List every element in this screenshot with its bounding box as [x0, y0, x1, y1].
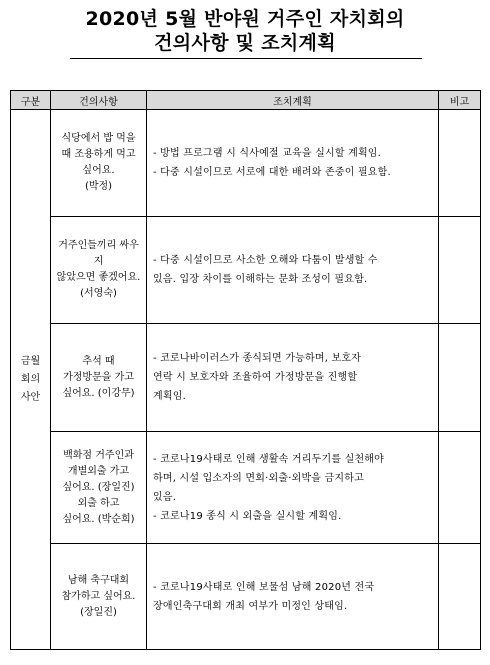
- title-underline: [70, 58, 422, 59]
- action-line: - 코로나19사태로 인해 보물섬 남해 2020년 전국: [153, 581, 375, 593]
- suggestion-line: 싶어요.: [82, 165, 115, 176]
- category-line: 사안: [20, 391, 41, 403]
- action-plan-cell: [147, 324, 439, 432]
- suggestion-line: 참가하고 싶어요.: [61, 590, 136, 602]
- table-row: [11, 324, 481, 432]
- suggestion-cell: [51, 324, 147, 432]
- suggestion-line: (박정): [84, 181, 113, 192]
- table-row: [11, 432, 481, 544]
- suggestions-table: [10, 90, 481, 650]
- action-line: 있음.: [153, 491, 177, 503]
- suggestion-line: 때 조용하게 먹고: [61, 149, 136, 160]
- suggestion-line: (장일진): [80, 606, 117, 618]
- action-plan-cell: [147, 432, 439, 544]
- note-cell: [439, 432, 481, 544]
- action-line: 있음. 입장 차이를 이해하는 문화 조성이 필요함.: [153, 274, 368, 285]
- suggestion-line: 가정방문을 가고: [63, 371, 134, 383]
- action-plan-cell: [147, 544, 439, 650]
- suggestion-line: 개별외출 가고: [67, 465, 130, 477]
- suggestion-line: 싶어요. (장일진): [62, 481, 135, 493]
- note-cell: [439, 110, 481, 217]
- category-line: 회의: [20, 373, 41, 385]
- column-header-suggestion: 건의사항: [51, 91, 147, 110]
- suggestion-line: 거주인들끼리 싸우지: [58, 240, 139, 267]
- action-line: 연락 시 보호자와 조율하여 가정방문을 진행할: [153, 372, 358, 383]
- action-plan-cell: [147, 110, 439, 217]
- action-line: - 방법 프로그램 시 식사예절 교육을 실시할 계획임.: [153, 148, 382, 159]
- suggestion-line: 백화점 거주인과: [63, 449, 134, 461]
- suggestion-line: 싶어요. (이강무): [62, 387, 135, 399]
- suggestion-cell: [51, 217, 147, 324]
- suggestion-line: 외출 하고: [77, 497, 120, 509]
- note-cell: [439, 544, 481, 650]
- action-line: 장애인축구대회 개최 여부가 미정인 상태임.: [153, 600, 348, 612]
- action-line: - 코로나19사태로 인해 생활속 거리두기를 실천해야: [153, 453, 385, 465]
- suggestion-cell: [51, 544, 147, 650]
- action-line: - 다중 시설이므로 서로에 대한 배려와 존중이 필요함.: [153, 167, 391, 178]
- action-plan-cell: [147, 217, 439, 324]
- action-line: 계획임.: [153, 391, 186, 402]
- document-subtitle: 건의사항 및 조치계획: [154, 32, 336, 54]
- suggestion-line: (서영숙): [80, 288, 117, 299]
- document-title: 2020년 5월 반야원 거주인 자치회의: [85, 8, 405, 30]
- table-row: [11, 217, 481, 324]
- column-header-note: 비고: [439, 91, 481, 110]
- column-header-category: 구분: [11, 91, 51, 110]
- action-line: - 코로나바이러스가 종식되면 가능하며, 보호자: [153, 353, 362, 364]
- suggestion-line: 않았으면 좋겠어요.: [56, 272, 141, 283]
- suggestion-line: 싶어요. (박순희): [62, 513, 135, 525]
- note-cell: [439, 324, 481, 432]
- suggestion-line: 추석 때: [82, 355, 115, 367]
- suggestion-cell: [51, 110, 147, 217]
- action-line: 하며, 시설 입소자의 면회·외출·외박을 금지하고: [153, 472, 364, 484]
- note-cell: [439, 217, 481, 324]
- suggestion-line: 식당에서 밥 먹을: [61, 133, 136, 144]
- category-line: 금월: [20, 355, 41, 367]
- category-cell: [11, 110, 51, 650]
- table-row: [11, 110, 481, 217]
- table-row: [11, 544, 481, 650]
- table-header-row: [11, 91, 481, 110]
- column-header-action-plan: 조치계획: [147, 91, 439, 110]
- suggestion-cell: [51, 432, 147, 544]
- action-line: - 다중 시설이므로 사소한 오해와 다툼이 발생할 수: [153, 255, 378, 266]
- action-line: - 코로나19 종식 시 외출을 실시할 계획임.: [153, 510, 342, 522]
- suggestion-line: 남해 축구대회: [67, 574, 130, 586]
